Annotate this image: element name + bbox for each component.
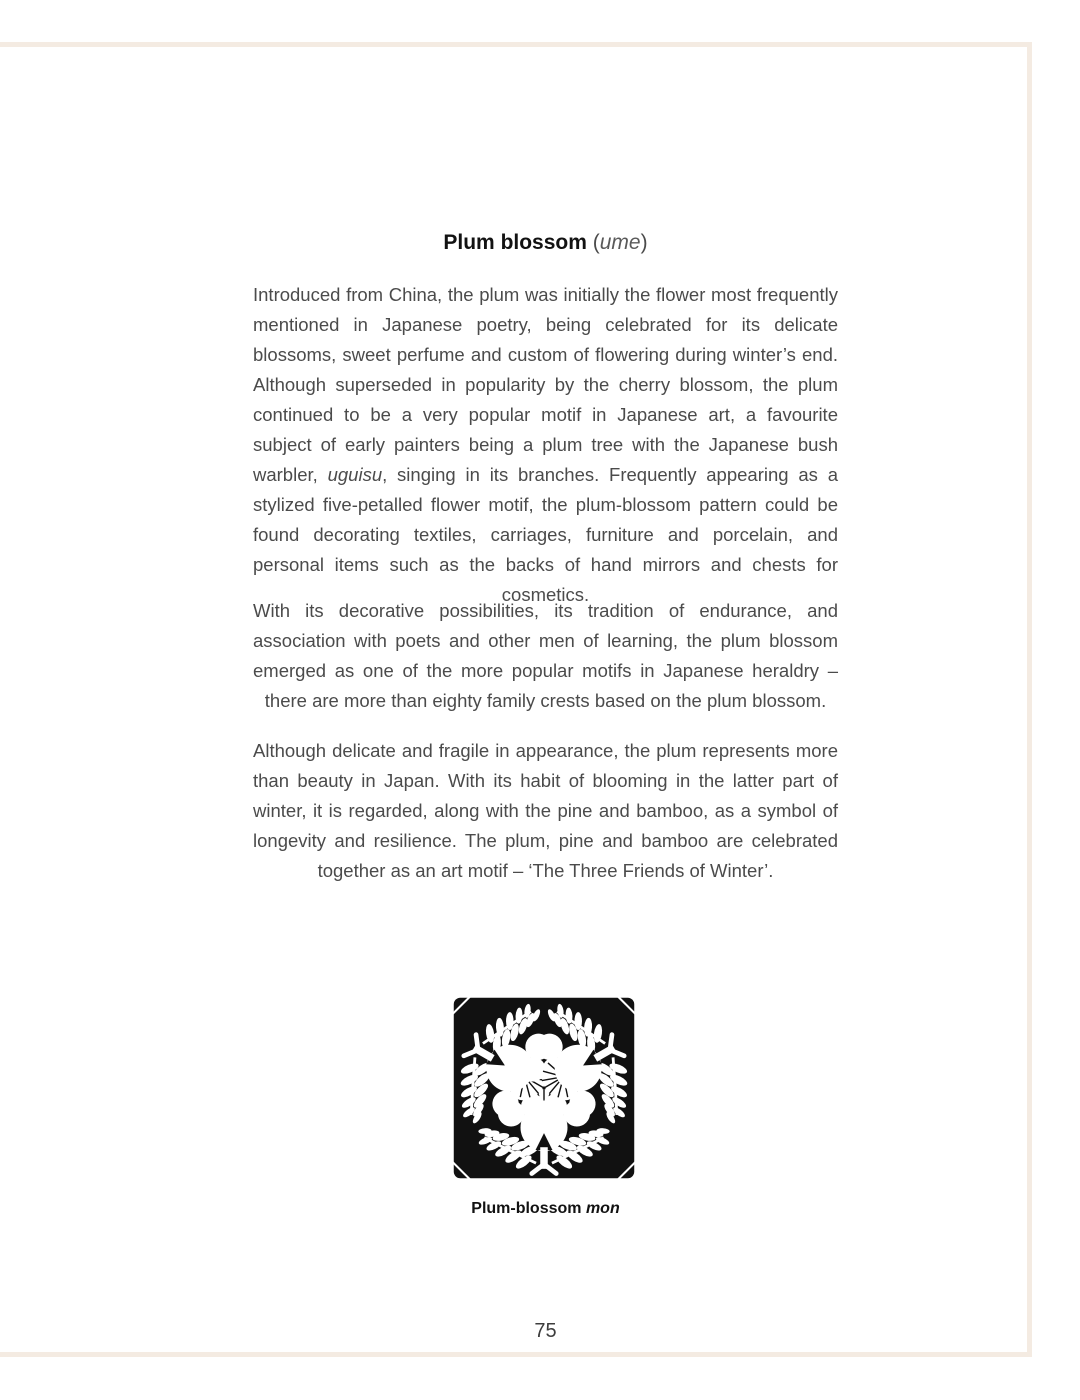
section-heading-title: Plum blossom: [443, 231, 587, 254]
section-heading-paren-close: ): [640, 231, 648, 254]
paragraph-3: Although delicate and fragile in appearance, the plum represents more than beauty in Japan. With its habit of blooming in the latter part of winter, it is regarded, along with the pine and bamboo, as a symbol of longevity and resilience. The plum, pine and bamboo are celebrated together as an art motif – ‘The Three Friends of Winter’.: [253, 740, 838, 881]
section-heading: [253, 228, 838, 258]
page-number: 75: [534, 1320, 557, 1342]
paragraph-1-text: Introduced from China, the plum was initially the flower most frequently mentioned in Japanese poetry, being celebrated for its delicate blossoms, sweet perfume and custom of flowering during winter’s end. Although superseded in popularity by the cherry blossom, the plum continued to be a very popular motif in Japanese art, a favourite subject of early painters being a plum tree with the Japanese bush warbler,: [253, 284, 838, 485]
figure-caption: [253, 1198, 838, 1220]
section-heading-japanese-term: ume: [599, 231, 641, 254]
plum-blossom-mon-image: [450, 993, 638, 1183]
paragraph-2: With its decorative possibilities, its tradition of endurance, and association with poets and other men of learning, the plum blossom emerged as one of the more popular motifs in Japanese heraldry – there are more than eighty family crests based on the plum blossom.: [253, 600, 838, 711]
figure-caption-italic-term: mon: [581, 1200, 620, 1217]
paragraph-1: [253, 280, 838, 610]
section-heading-paren-open: (: [586, 231, 600, 254]
plum-blossom-mon-emblem-svg: [450, 993, 638, 1183]
figure-caption-bold: Plum-blossom: [471, 1200, 582, 1217]
paragraph-1-italic-term: uguisu: [327, 464, 383, 485]
paragraph-1-text-continued: , singing in its branches. Frequently appearing as a stylized five-petalled flower motif, the plum-blossom pattern could be found decorating textiles, carriages, furniture and porcelain, and personal items such as the backs of hand mirrors and chests for cosmetics.: [253, 464, 838, 605]
